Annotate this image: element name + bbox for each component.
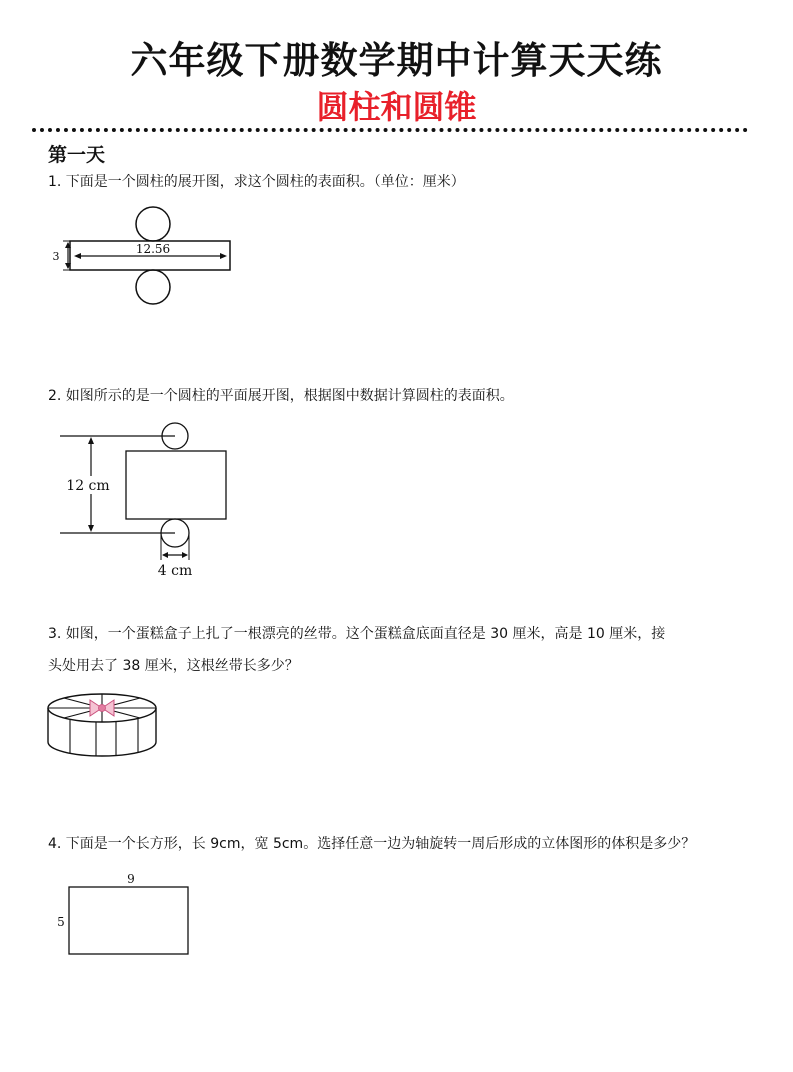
length-label: 9 (127, 872, 135, 886)
question-3-text-line-2: 头处用去了 38 厘米，这根丝带长多少？ (48, 658, 299, 674)
arrowhead-down (88, 525, 94, 532)
arrowhead-left (74, 253, 81, 259)
cylinder-bottom-circle (136, 270, 170, 304)
width-label: 5 (57, 915, 65, 929)
height-label: 12 cm (66, 478, 110, 494)
question-4-text: 4. 下面是一个长方形，长 9cm，宽 5cm。选择任意一边为轴旋转一周后形成的立体图形的体积是多少？ (48, 836, 696, 852)
question-3-figure (46, 685, 158, 765)
arrowhead-left (162, 552, 168, 558)
question-2-text: 2. 如图所示的是一个圆柱的平面展开图，根据图中数据计算圆柱的表面积。 (48, 388, 514, 404)
rectangle (69, 887, 188, 954)
page-title: 六年级下册数学期中计算天天练 (130, 39, 663, 82)
day-heading: 第一天 (48, 144, 106, 166)
length-label: 12.56 (135, 242, 171, 256)
arrowhead-up (88, 437, 94, 444)
question-1-text: 1. 下面是一个圆柱的展开图，求这个圆柱的表面积。（单位：厘米） (48, 174, 465, 190)
dotted-divider (32, 128, 748, 132)
question-2-figure (55, 420, 235, 580)
diameter-label: 4 cm (157, 563, 193, 579)
arrowhead-right (220, 253, 227, 259)
height-label: 3 (52, 250, 60, 263)
arrowhead-right (182, 552, 188, 558)
page-subtitle: 圆柱和圆锥 (316, 88, 477, 126)
question-3-text-line-1: 3. 如图，一个蛋糕盒子上扎了一根漂亮的丝带。这个蛋糕盒底面直径是 30 厘米，高是 10 厘米，接 (48, 626, 666, 642)
question-4-figure (54, 870, 194, 960)
cylinder-top-circle (136, 207, 170, 241)
cylinder-side-rectangle (126, 451, 226, 519)
cake-bottom-edge (48, 742, 156, 756)
question-1-figure (50, 200, 250, 310)
